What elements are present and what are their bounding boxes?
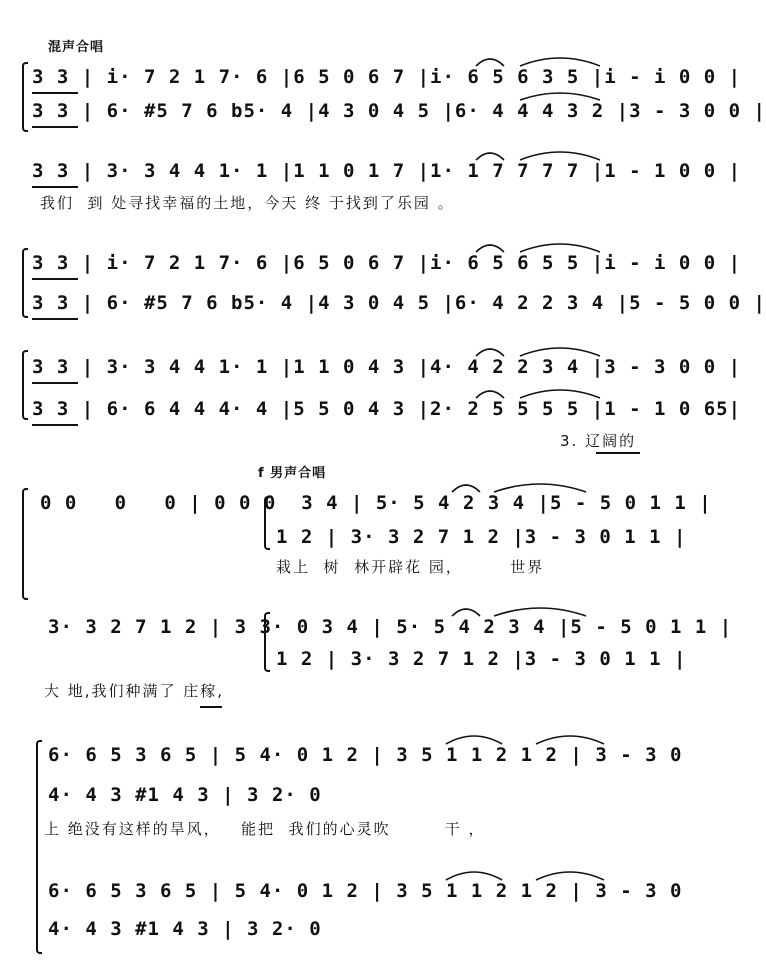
beam xyxy=(32,424,78,426)
beam xyxy=(32,278,78,280)
score-line: 3 3 | 3· 3 4 4 1· 1 |1 1 0 1 7 |1· 1 7 7 7 7 |1 - 1 0 0 | xyxy=(32,160,742,182)
score-line: 0 0 0 0 | 0 0 0 3 4 | 5· 5 4 2 3 4 |5 - 5 0 1 1 | xyxy=(40,492,712,514)
score-line: 4· 4 3 #1 4 3 | 3 2· 0 xyxy=(48,784,322,806)
score-line: 3 3 | i· 7 2 1 7· 6 |6 5 0 6 7 |i· 6 5 6 5 5 |i - i 0 0 | xyxy=(32,252,742,274)
score-line: 4· 4 3 #1 4 3 | 3 2· 0 xyxy=(48,918,322,940)
lyric-line: 上 绝没有这样的旱风， 能把 我们的心灵吹 干 ， xyxy=(44,820,486,838)
lyric-line: 栽上 树 林开辟花 园， 世界 xyxy=(276,558,545,576)
system-brace xyxy=(22,248,28,318)
lyric-line: 大 地,我们种满了 庄稼, xyxy=(44,682,225,700)
lyric-line: 我们 到 处寻找幸福的土地，今天 终 于找到了乐园 。 xyxy=(40,194,455,212)
score-line: 3· 3 2 7 1 2 | 3 3· 0 3 4 | 5· 5 4 2 3 4 |5 - 5 0 1 1 | xyxy=(48,616,733,638)
system-brace xyxy=(22,488,28,600)
beam xyxy=(32,318,78,320)
score-line: 3 3 | 6· #5 7 6 b5· 4 |4 3 0 4 5 |6· 4 2 2 3 4 |5 - 5 0 0 | xyxy=(32,292,766,314)
lyric-line: 3. 辽阔的 xyxy=(560,432,637,450)
score-line: 3 3 | 6· #5 7 6 b5· 4 |4 3 0 4 5 |6· 4 4 4 3 2 |3 - 3 0 0 | xyxy=(32,100,766,122)
score-line: 3 3 | 3· 3 4 4 1· 1 |1 1 0 4 3 |4· 4 2 2 3 4 |3 - 3 0 0 | xyxy=(32,356,742,378)
beam xyxy=(200,706,222,708)
beam xyxy=(32,382,78,384)
section-label-mixed-chorus: 混声合唱 xyxy=(48,40,105,55)
beam xyxy=(32,186,78,188)
score-line: 6· 6 5 3 6 5 | 5 4· 0 1 2 | 3 5 1 1 2 1 2 | 3 - 3 0 xyxy=(48,880,683,902)
score-line: 3 3 | 6· 6 4 4 4· 4 |5 5 0 4 3 |2· 2 5 5 5 5 |1 - 1 0 65| xyxy=(32,398,742,420)
system-brace xyxy=(22,350,28,420)
beam xyxy=(32,92,78,94)
score-line: 1 2 | 3· 3 2 7 1 2 |3 - 3 0 1 1 | xyxy=(276,526,687,548)
score-line: 3 3 | i· 7 2 1 7· 6 |6 5 0 6 7 |i· 6 5 6 3 5 |i - i 0 0 | xyxy=(32,66,742,88)
beam xyxy=(32,126,78,128)
score-line: 6· 6 5 3 6 5 | 5 4· 0 1 2 | 3 5 1 1 2 1 2 | 3 - 3 0 xyxy=(48,744,683,766)
system-brace xyxy=(36,740,42,954)
beam xyxy=(596,452,640,454)
system-brace xyxy=(22,62,28,132)
section-label-male-chorus: f 男声合唱 xyxy=(258,466,327,481)
score-line: 1 2 | 3· 3 2 7 1 2 |3 - 3 0 1 1 | xyxy=(276,648,687,670)
